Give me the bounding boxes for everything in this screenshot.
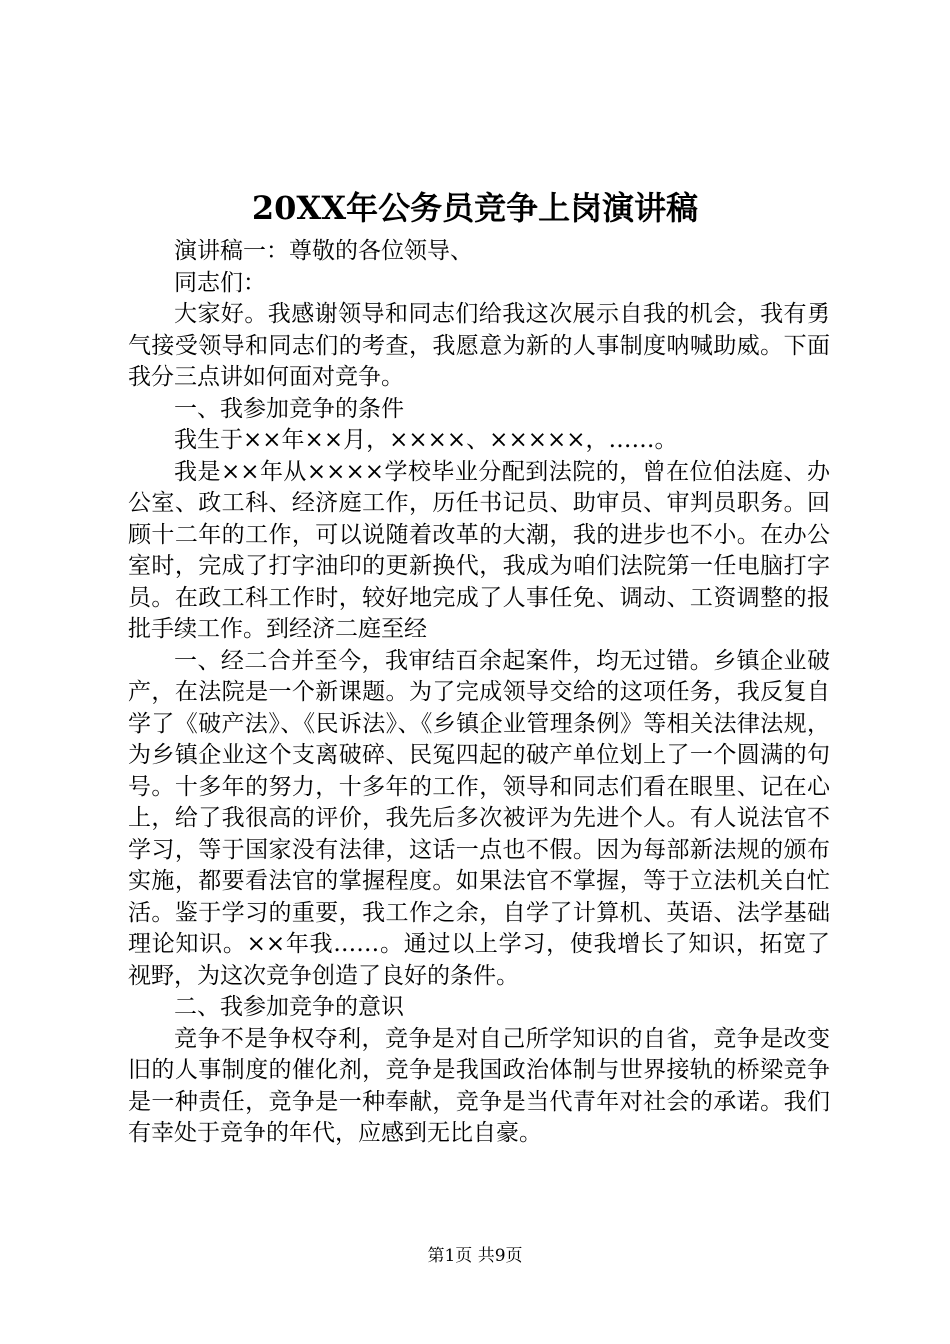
competition-paragraph: 竞争不是争权夺利，竞争是对自己所学知识的自省，竞争是改变旧的人事制度的催化剂，竞争是我国政治体制与世界接轨的桥梁竞争是一种责任，竞争是一种奉献，竞争是当代青年对社会的承诺。我们有幸处于竞争的年代，应感到无比自豪。	[128, 1025, 830, 1146]
page-footer: 第1页 共9页	[427, 1246, 523, 1266]
section-heading-conditions: 一、我参加竞争的条件	[174, 395, 404, 422]
greeting-line: 演讲稿一：尊敬的各位领导、	[174, 238, 473, 264]
intro-paragraph: 大家好。我感谢领导和同志们给我这次展示自我的机会，我有勇气接受领导和同志们的考查，我愿意为新的人事制度呐喊助威。下面我分三点讲如何面对竞争。	[128, 301, 830, 390]
salutation-line: 同志们：	[174, 269, 266, 296]
document-body	[128, 236, 830, 1150]
document-title: 20XX年公务员竞争上岗演讲稿	[251, 189, 699, 227]
section-heading-awareness: 二、我参加竞争的意识	[174, 994, 404, 1020]
achievements-paragraph: 一、经二合并至今，我审结百余起案件，均无过错。乡镇企业破产，在法院是一个新课题。为了完成领导交给的这项任务，我反复自学了《破产法》、《民诉法》、《乡镇企业管理条例》等相关法律法规，为乡镇企业这个支离破碎、民冤四起的破产单位划上了一个圆满的句号。十多年的努力，十多年的工作，领导和同志们看在眼里、记在心上，给了我很高的评价，我先后多次被评为先进个人。有人说法官不学习，等于国家没有法律，这话一点也不假。因为每部新法规的颁布实施，都要看法官的掌握程度。如果法官不掌握，等于立法机关白忙活。鉴于学习的重要，我工作之余，自学了计算机、英语、法学基础理论知识。××年我……。通过以上学习，使我增长了知识，拓宽了视野，为这次竞争创造了良好的条件。	[128, 647, 830, 989]
birth-paragraph: 我生于××年××月，××××、×××××，……。	[174, 427, 678, 453]
career-paragraph: 我是××年从××××学校毕业分配到法院的，曾在位伯法庭、办公室、政工科、经济庭工作，历任书记员、助审员、审判员职务。回顾十二年的工作，可以说随着改革的大潮，我的进步也不小。在办公室时，完成了打字油印的更新换代，我成为咱们法院第一任电脑打字员。在政工科工作时，较好地完成了人事任免、调动、工资调整的报批手续工作。到经济二庭至经	[128, 458, 830, 642]
